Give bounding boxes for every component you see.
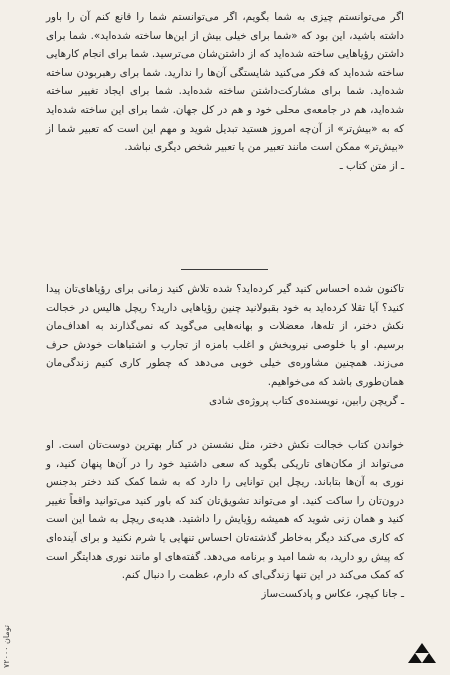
review-attribution: ـ جانا کیچر، عکاس و پادکست‌ساز	[261, 587, 404, 600]
book-excerpt	[46, 8, 404, 175]
review-rubin	[46, 280, 404, 410]
review-attribution: ـ گریچن رابین، نویسنده‌ی کتاب پروژه‌ی شادی	[209, 394, 404, 407]
review-text: خواندن کتاب خجالت نکش دختر، مثل نشستن در کنار بهترین دوست‌تان است. او می‌تواند از مکان‌های تاریکی بگوید که سعی داشتید خود را در آن‌ها پنهان کنید، و نوری به آن‌ها بتاباند. ریچل این توانایی را دارد که به شما کمک کند دختر بدجنس درون‌تان را ساکت کنید. او می‌تواند تشویق‌تان کند که باور کنید می‌توانید واقعاً تغییر کنید و همان زنی شوید که همیشه رؤیایش را داشتید. هدیه‌ی ریچل به شما این است که کاری می‌کند دیگر به‌خاطر گذشته‌تان احساس تنهایی یا شرم نکنید و برای آینده‌ای که پیش رو دارید، به شما امید و برنامه می‌دهد. گفته‌های او مانند نوری هدایتگر است که کمک می‌کند در این تنها زندگی‌ای که دارم، عظمت را دنبال کنم.	[46, 439, 404, 582]
review-kitcher	[46, 436, 404, 603]
publisher-logo-icon	[408, 642, 436, 664]
excerpt-text: اگر می‌توانستم چیزی به شما بگویم، اگر می‌توانستم شما را قانع کنم آن را باور داشته باشید، این بود که «شما برای خیلی بیش از این‌ها ساخته شده‌اید». شما برای داشتن رؤیاهایی ساخته شده‌اید که از داشتن‌شان می‌ترسید. شما برای انجام کارهایی ساخته شده‌اید که فکر می‌کنید شایستگی آن‌ها را ندارید. شما برای رهبربودن ساخته شده‌اید. شما برای مشارکت‌داشتن ساخته شده‌اید. شما برای ایجاد تغییر ساخته شده‌اید، هم در جامعه‌ی محلی خود و هم در کل جهان. شما برای این ساخته شده‌اید که به «بیش‌تر» از آن‌چه امروز هستید تبدیل شوید و مهم این است که تعبیر شما از «بیش‌تر» ممکن است مانند تعبیر من یا تعبیر شخص دیگری نباشد.	[46, 11, 404, 154]
excerpt-source: ـ از متن کتاب ـ	[339, 159, 404, 172]
review-text: تاکنون شده احساس کنید گیر کرده‌اید؟ شده تلاش کنید زمانی برای رؤیاهای‌تان پیدا کنید؟ آیا تقلا کرده‌اید به خود بقبولانید چنین رؤیاهایی دارید؟ ریچل هالیس در خجالت نکش دختر، از تله‌ها، معضلات و بهانه‌هایی می‌گوید که نمی‌گذارند به اهداف‌مان برسیم. او با خلوصی نیروبخش و اغلب بامزه از تجارب و اشتباهات خودش حرف می‌زند. همچنین مشاوره‌ی خیلی خوبی می‌دهد که چطور کاری کنیم زندگی‌مان همان‌طوری باشد که می‌خواهیم.	[46, 283, 404, 388]
price-label: ۷۲۰۰۰ تومان	[2, 625, 11, 668]
section-divider	[181, 269, 268, 270]
